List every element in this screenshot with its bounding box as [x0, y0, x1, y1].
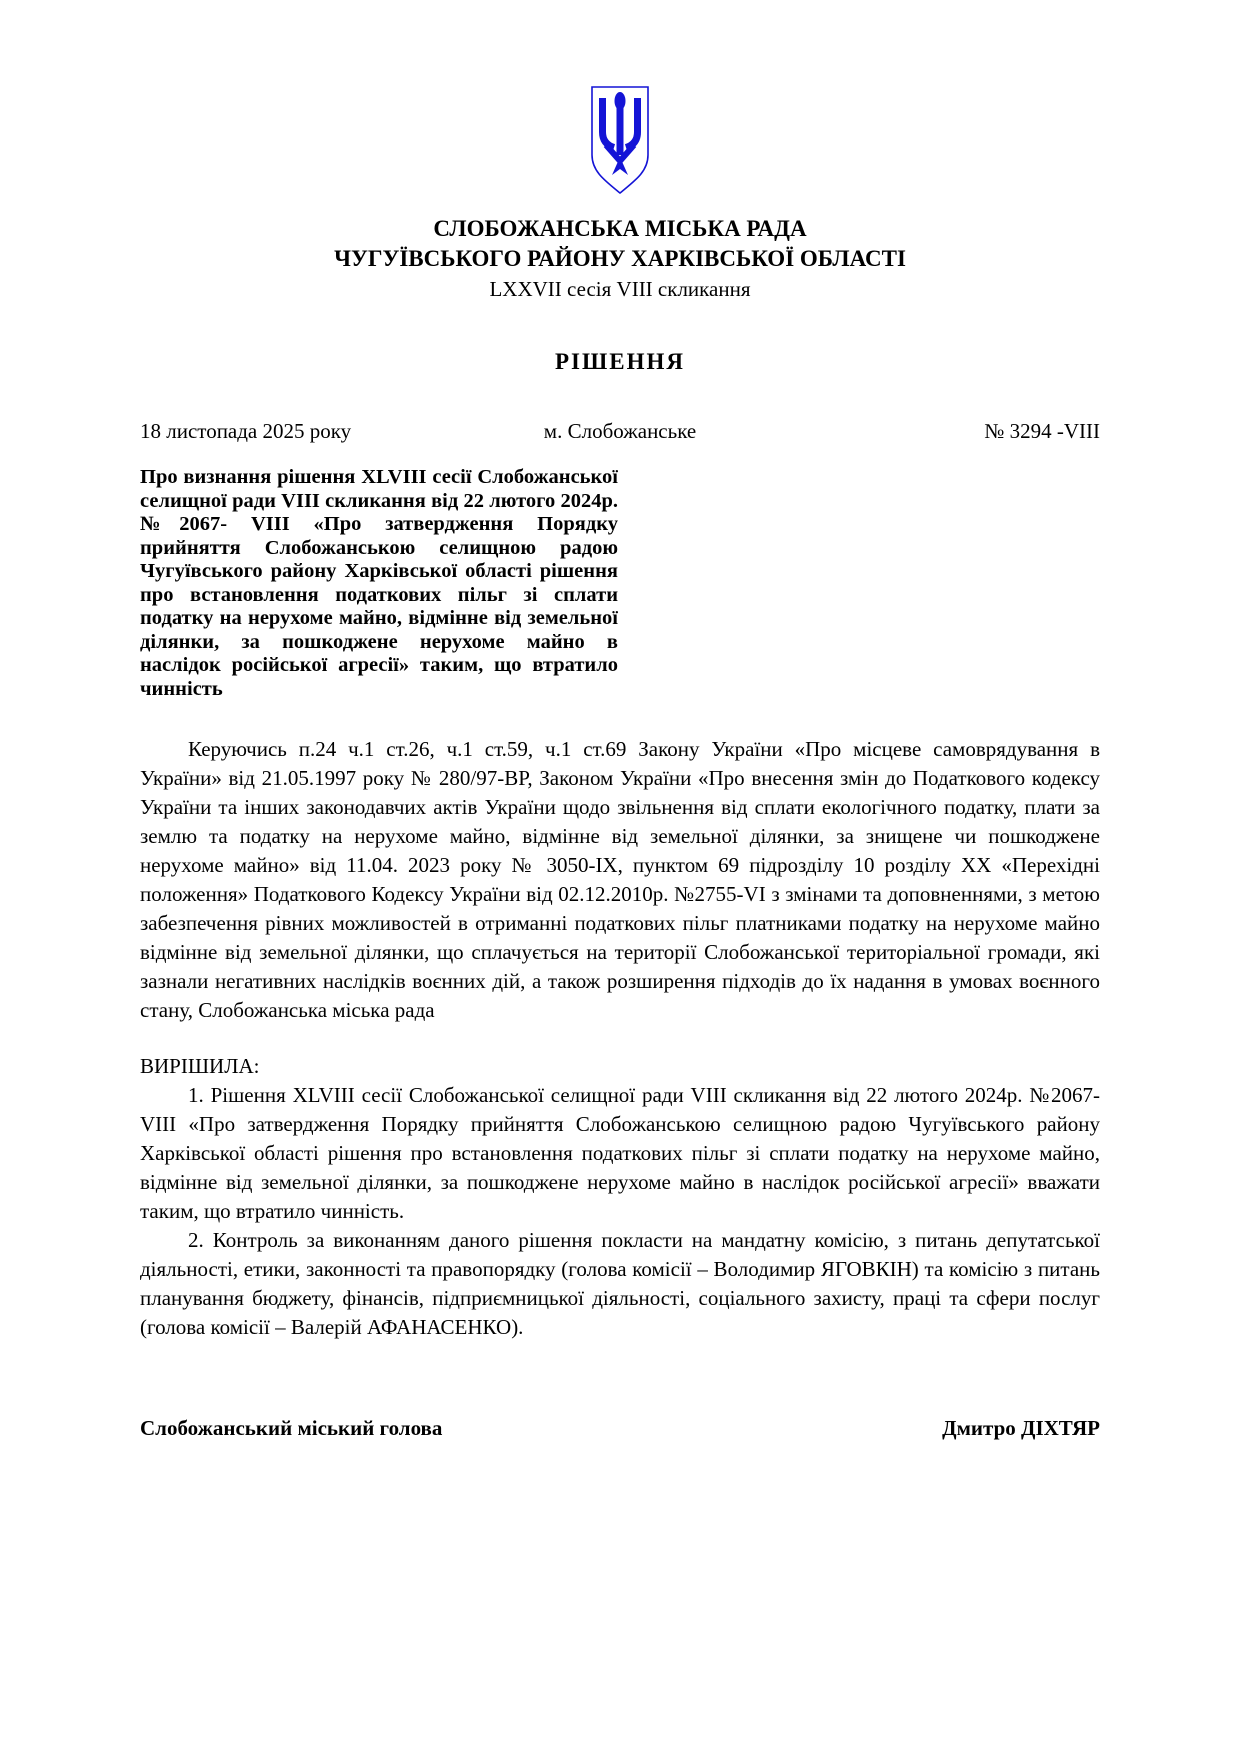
signature-row — [140, 1416, 1100, 1441]
resolution-item-2: 2. Контроль за виконанням даного рішення покласти на мандатну комісію, з питань депутатської діяльності, етики, законності та правопорядку (голова комісії – Володимир ЯГОВКІН) та комісію з питань планування бюджету, фінансів, підприємницької діяльності, соціального захисту, праці та сфери послуг (голова комісії – Валерій АФАНАСЕНКО). — [140, 1228, 1100, 1339]
meta-row — [140, 419, 1100, 444]
session-line: LXXVII сесія VIII скликання — [489, 277, 751, 301]
preamble-paragraph: Керуючись п.24 ч.1 ст.26, ч.1 ст.59, ч.1 ст.69 Закону України «Про місцеве самоврядування в України» від 21.05.1997 року № 280/97-ВР, Законом України «Про внесення змін до Податкового кодексу України та інших законодавчих актів України щодо звільнення від сплати екологічного податку, плати за землю та податку на нерухоме майно, відмінне від земельної ділянки, за знищене чи пошкоджене нерухоме майно» від 11.04. 2023 року № 3050-ІХ, пунктом 69 підрозділу 10 розділу ХХ «Перехідні положення» Податкового Кодексу України від 02.12.2010р. №2755-VI з змінами та доповненнями, з метою забезпечення рівних можливостей в отриманні податкових пільг платниками податку на нерухоме майно відмінне від земельної ділянки, що сплачується на території Слобожанської територіальної громади, які зазнали негативних наслідків воєнних дій, а також розширення підходів до їх надання в умовах воєнного стану, Слобожанська міська рада — [140, 737, 1100, 1022]
org-name-line1: СЛОБОЖАНСЬКА МІСЬКА РАДА — [433, 216, 807, 241]
signatory-name: Дмитро ДІХТЯР — [942, 1416, 1100, 1440]
document-title: РІШЕННЯ — [555, 349, 685, 374]
org-name-line2: ЧУГУЇВСЬКОГО РАЙОНУ ХАРКІВСЬКОЇ ОБЛАСТІ — [334, 246, 906, 271]
resolved-label: ВИРІШИЛА: — [140, 1054, 260, 1078]
document-number: № 3294 -VIII — [984, 419, 1100, 443]
document-header — [140, 214, 1100, 303]
resolution-item-1: 1. Рішення XLVIII сесії Слобожанської селищної ради VIII скликання від 22 лютого 2024р. №2067-VIII «Про затвердження Порядку прийняття Слобожанською селищною радою Чугуївського району Харківської області рішення про встановлення податкових пільг зі сплати податку на нерухоме майно, відмінне від земельної ділянки, за пошкоджене нерухоме майно в наслідок російської агресії» вважати таким, що втратило чинність. — [140, 1083, 1100, 1223]
signatory-position: Слобожанський міський голова — [140, 1416, 443, 1440]
ukraine-trident-emblem-icon — [587, 85, 653, 202]
emblem-container — [140, 85, 1100, 202]
subject-paragraph: Про визнання рішення XLVIII сесії Слобожанської селищної ради VIII скликання від 22 лютого 2024р. №2067- VIII «Про затвердження Порядку прийняття Слобожанською селищною радою Чугуївського району Харківської області рішення про встановлення податкових пільг зі сплати податку на нерухоме майно, відмінне від земельної ділянки, за пошкоджене нерухоме майно в наслідок російської агресії» таким, що втратило чинність — [140, 466, 618, 700]
document-date: 18 листопада 2025 року — [140, 419, 352, 443]
document-place: м. Слобожанське — [543, 419, 697, 443]
